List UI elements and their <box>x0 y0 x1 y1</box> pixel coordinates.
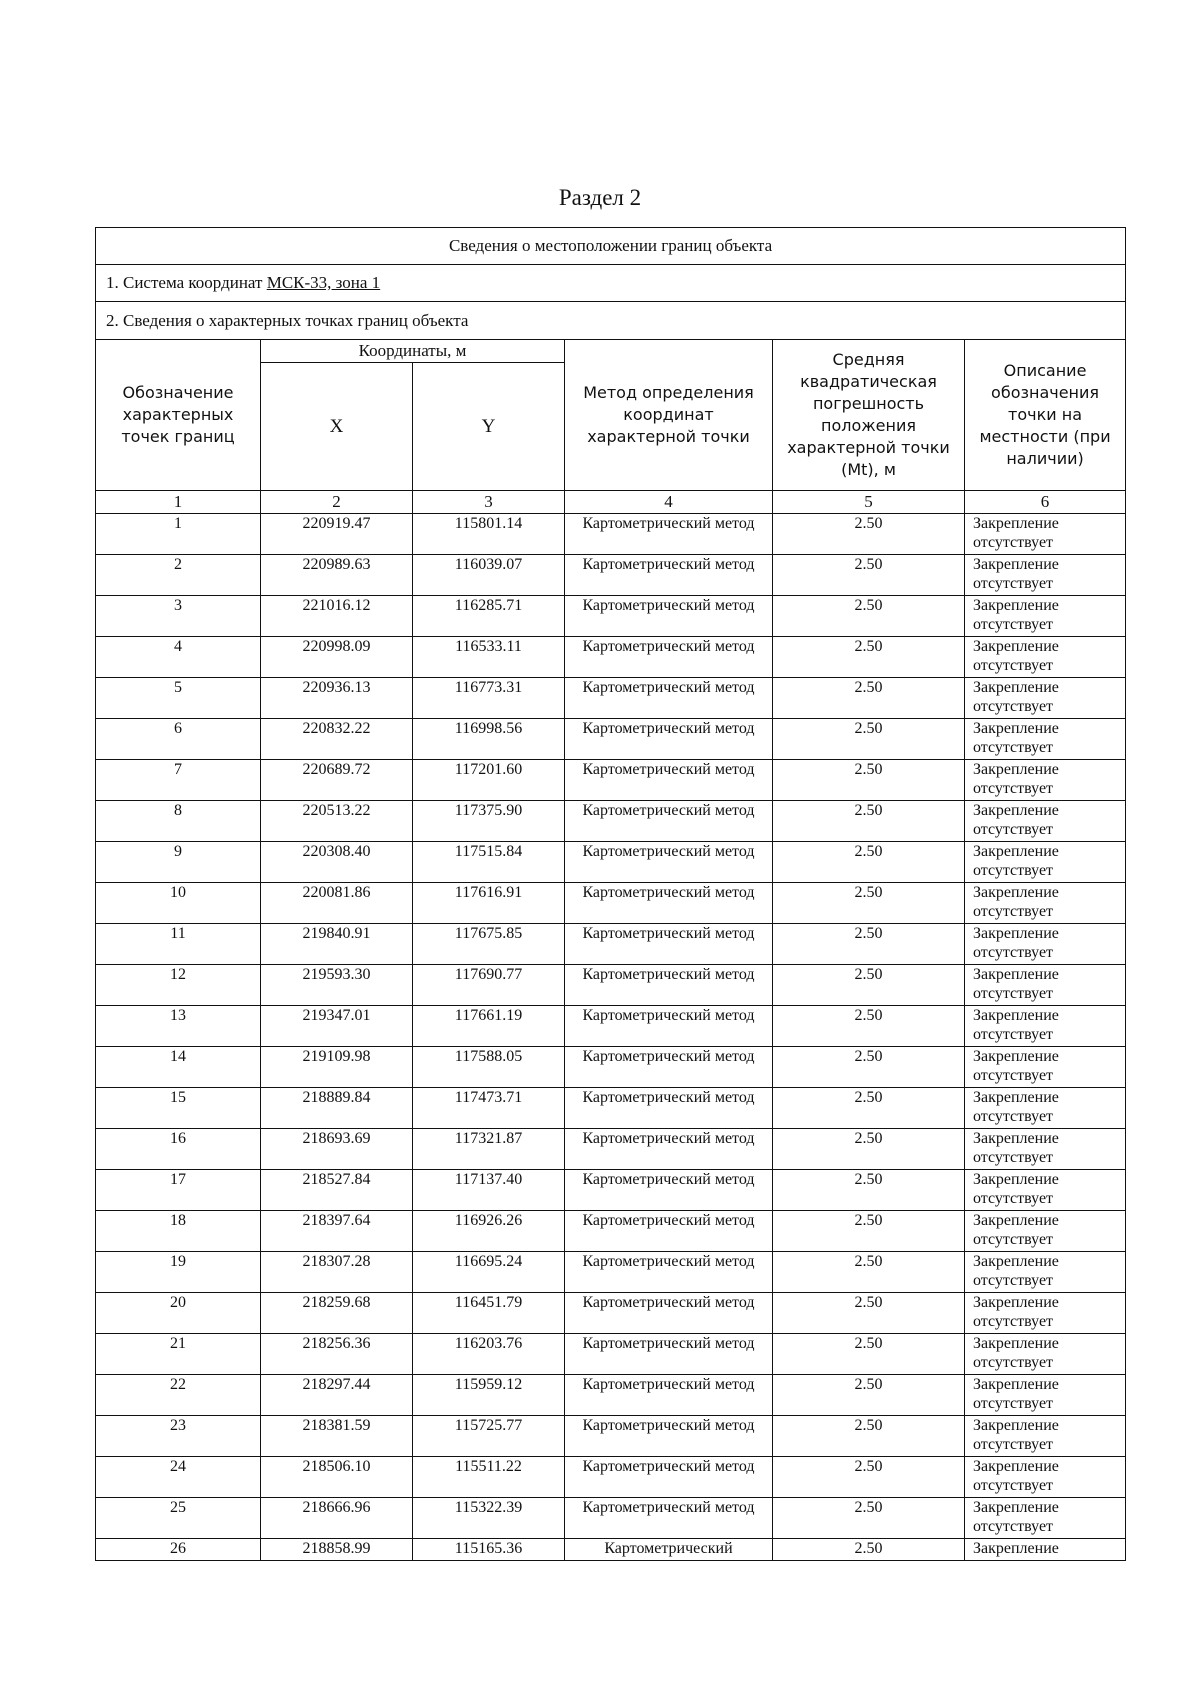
coordinate-x: 218666.96 <box>261 1498 413 1539</box>
table-row <box>96 719 1126 760</box>
header-y: Y <box>413 363 565 491</box>
coordinate-y: 116773.31 <box>413 678 565 719</box>
coordinate-x: 220081.86 <box>261 883 413 924</box>
description: Закрепление отсутствует <box>965 842 1126 883</box>
method: Картометрический метод <box>565 678 773 719</box>
description: Закрепление отсутствует <box>965 801 1126 842</box>
method: Картометрический метод <box>565 1416 773 1457</box>
point-number: 7 <box>96 760 261 801</box>
accuracy: 2.50 <box>773 760 965 801</box>
description: Закрепление отсутствует <box>965 1334 1126 1375</box>
description: Закрепление отсутствует <box>965 1211 1126 1252</box>
point-number: 9 <box>96 842 261 883</box>
coordinate-x: 218307.28 <box>261 1252 413 1293</box>
column-number: 2 <box>261 491 413 514</box>
point-number: 3 <box>96 596 261 637</box>
point-number: 2 <box>96 555 261 596</box>
table-row <box>96 883 1126 924</box>
accuracy: 2.50 <box>773 596 965 637</box>
accuracy: 2.50 <box>773 1170 965 1211</box>
accuracy: 2.50 <box>773 1334 965 1375</box>
point-number: 26 <box>96 1539 261 1561</box>
method: Картометрический метод <box>565 637 773 678</box>
point-number: 12 <box>96 965 261 1006</box>
coordinate-y: 117473.71 <box>413 1088 565 1129</box>
points-info-heading: 2. Сведения о характерных точках границ объекта <box>96 302 1126 340</box>
coordinate-y: 117588.05 <box>413 1047 565 1088</box>
table-row <box>96 1334 1126 1375</box>
description: Закрепление отсутствует <box>965 924 1126 965</box>
column-number: 6 <box>965 491 1126 514</box>
coordinate-system-label: 1. Система координат <box>106 273 267 292</box>
table-row <box>96 1252 1126 1293</box>
accuracy: 2.50 <box>773 719 965 760</box>
description: Закрепление отсутствует <box>965 760 1126 801</box>
accuracy: 2.50 <box>773 1539 965 1561</box>
coordinate-y: 117661.19 <box>413 1006 565 1047</box>
coordinate-x: 218506.10 <box>261 1457 413 1498</box>
coordinate-y: 115725.77 <box>413 1416 565 1457</box>
coordinate-x: 219347.01 <box>261 1006 413 1047</box>
coordinate-y: 115511.22 <box>413 1457 565 1498</box>
accuracy: 2.50 <box>773 801 965 842</box>
table-row <box>96 1006 1126 1047</box>
accuracy: 2.50 <box>773 1088 965 1129</box>
description: Закрепление отсутствует <box>965 965 1126 1006</box>
description: Закрепление отсутствует <box>965 514 1126 555</box>
coordinate-y: 117515.84 <box>413 842 565 883</box>
coordinate-x: 218259.68 <box>261 1293 413 1334</box>
coordinate-y: 117375.90 <box>413 801 565 842</box>
coordinate-x: 220513.22 <box>261 801 413 842</box>
description: Закрепление отсутствует <box>965 555 1126 596</box>
coordinate-system-value: МСК-33, зона 1 <box>266 273 381 292</box>
table-title: Сведения о местоположении границ объекта <box>96 228 1126 265</box>
point-number: 18 <box>96 1211 261 1252</box>
table-row <box>96 1498 1126 1539</box>
coordinate-x: 220989.63 <box>261 555 413 596</box>
header-point-designation: Обозначение характерных точек границ <box>96 340 261 491</box>
point-number: 17 <box>96 1170 261 1211</box>
method: Картометрический метод <box>565 1129 773 1170</box>
table-row <box>96 1457 1126 1498</box>
coordinate-y: 115801.14 <box>413 514 565 555</box>
description: Закрепление <box>965 1539 1126 1561</box>
coordinate-x: 219593.30 <box>261 965 413 1006</box>
coordinate-x: 220998.09 <box>261 637 413 678</box>
coordinate-x: 218889.84 <box>261 1088 413 1129</box>
coordinate-x: 218693.69 <box>261 1129 413 1170</box>
method: Картометрический <box>565 1539 773 1561</box>
method: Картометрический метод <box>565 1047 773 1088</box>
method: Картометрический метод <box>565 760 773 801</box>
accuracy: 2.50 <box>773 678 965 719</box>
accuracy: 2.50 <box>773 965 965 1006</box>
method: Картометрический метод <box>565 719 773 760</box>
table-row <box>96 1088 1126 1129</box>
accuracy: 2.50 <box>773 883 965 924</box>
accuracy: 2.50 <box>773 842 965 883</box>
point-number: 25 <box>96 1498 261 1539</box>
description: Закрепление отсутствует <box>965 1293 1126 1334</box>
point-number: 15 <box>96 1088 261 1129</box>
method: Картометрический метод <box>565 842 773 883</box>
method: Картометрический метод <box>565 1211 773 1252</box>
coordinate-x: 218297.44 <box>261 1375 413 1416</box>
point-number: 11 <box>96 924 261 965</box>
table-row <box>96 842 1126 883</box>
header-x: X <box>261 363 413 491</box>
accuracy: 2.50 <box>773 1416 965 1457</box>
column-number: 5 <box>773 491 965 514</box>
method: Картометрический метод <box>565 924 773 965</box>
point-number: 6 <box>96 719 261 760</box>
coordinate-y: 116203.76 <box>413 1334 565 1375</box>
description: Закрепление отсутствует <box>965 1129 1126 1170</box>
table-row <box>96 801 1126 842</box>
coordinate-x: 218858.99 <box>261 1539 413 1561</box>
coordinate-x: 221016.12 <box>261 596 413 637</box>
coordinate-y: 116998.56 <box>413 719 565 760</box>
coordinate-y: 115322.39 <box>413 1498 565 1539</box>
coordinate-system <box>96 265 1126 302</box>
accuracy: 2.50 <box>773 1252 965 1293</box>
coordinate-y: 115165.36 <box>413 1539 565 1561</box>
coordinate-y: 117321.87 <box>413 1129 565 1170</box>
description: Закрепление отсутствует <box>965 1252 1126 1293</box>
header-description: Описание обозначения точки на местности (при наличии) <box>965 340 1126 491</box>
accuracy: 2.50 <box>773 1498 965 1539</box>
coordinate-y: 116451.79 <box>413 1293 565 1334</box>
method: Картометрический метод <box>565 514 773 555</box>
point-number: 24 <box>96 1457 261 1498</box>
coordinate-x: 220308.40 <box>261 842 413 883</box>
table-row <box>96 555 1126 596</box>
accuracy: 2.50 <box>773 1211 965 1252</box>
table-row <box>96 1293 1126 1334</box>
description: Закрепление отсутствует <box>965 637 1126 678</box>
description: Закрепление отсутствует <box>965 1498 1126 1539</box>
accuracy: 2.50 <box>773 555 965 596</box>
table-row <box>96 637 1126 678</box>
coordinate-x: 220689.72 <box>261 760 413 801</box>
coordinate-x: 220832.22 <box>261 719 413 760</box>
table-row <box>96 924 1126 965</box>
description: Закрепление отсутствует <box>965 883 1126 924</box>
point-number: 13 <box>96 1006 261 1047</box>
header-method: Метод определения координат характерной точки <box>565 340 773 491</box>
description: Закрепление отсутствует <box>965 596 1126 637</box>
method: Картометрический метод <box>565 1498 773 1539</box>
coordinate-x: 220936.13 <box>261 678 413 719</box>
point-number: 8 <box>96 801 261 842</box>
table-row <box>96 1416 1126 1457</box>
description: Закрепление отсутствует <box>965 1375 1126 1416</box>
table-row <box>96 1129 1126 1170</box>
column-number: 3 <box>413 491 565 514</box>
description: Закрепление отсутствует <box>965 719 1126 760</box>
table-row <box>96 1539 1126 1561</box>
column-number: 4 <box>565 491 773 514</box>
coordinate-x: 219840.91 <box>261 924 413 965</box>
point-number: 5 <box>96 678 261 719</box>
coordinate-y: 117616.91 <box>413 883 565 924</box>
method: Картометрический метод <box>565 555 773 596</box>
method: Картометрический метод <box>565 883 773 924</box>
coordinate-y: 116695.24 <box>413 1252 565 1293</box>
accuracy: 2.50 <box>773 1047 965 1088</box>
accuracy: 2.50 <box>773 924 965 965</box>
description: Закрепление отсутствует <box>965 1047 1126 1088</box>
description: Закрепление отсутствует <box>965 1088 1126 1129</box>
method: Картометрический метод <box>565 965 773 1006</box>
point-number: 1 <box>96 514 261 555</box>
table-row <box>96 965 1126 1006</box>
method: Картометрический метод <box>565 801 773 842</box>
point-number: 4 <box>96 637 261 678</box>
table-row <box>96 1047 1126 1088</box>
method: Картометрический метод <box>565 1006 773 1047</box>
coordinate-y: 116533.11 <box>413 637 565 678</box>
coordinate-y: 116285.71 <box>413 596 565 637</box>
coordinate-x: 219109.98 <box>261 1047 413 1088</box>
method: Картометрический метод <box>565 596 773 637</box>
table-row <box>96 1375 1126 1416</box>
method: Картометрический метод <box>565 1293 773 1334</box>
description: Закрепление отсутствует <box>965 1457 1126 1498</box>
point-number: 10 <box>96 883 261 924</box>
accuracy: 2.50 <box>773 1293 965 1334</box>
point-number: 23 <box>96 1416 261 1457</box>
point-number: 19 <box>96 1252 261 1293</box>
table-row <box>96 678 1126 719</box>
method: Картометрический метод <box>565 1334 773 1375</box>
description: Закрепление отсутствует <box>965 1170 1126 1211</box>
coordinate-x: 218397.64 <box>261 1211 413 1252</box>
coordinate-y: 116926.26 <box>413 1211 565 1252</box>
point-number: 22 <box>96 1375 261 1416</box>
accuracy: 2.50 <box>773 1129 965 1170</box>
accuracy: 2.50 <box>773 1457 965 1498</box>
coordinate-y: 117137.40 <box>413 1170 565 1211</box>
coordinate-y: 115959.12 <box>413 1375 565 1416</box>
header-coordinates: Координаты, м <box>261 340 565 363</box>
table-row <box>96 514 1126 555</box>
coordinate-y: 117675.85 <box>413 924 565 965</box>
coordinate-x: 220919.47 <box>261 514 413 555</box>
coordinate-y: 117201.60 <box>413 760 565 801</box>
accuracy: 2.50 <box>773 514 965 555</box>
coordinate-x: 218256.36 <box>261 1334 413 1375</box>
method: Картометрический метод <box>565 1375 773 1416</box>
table-row <box>96 596 1126 637</box>
point-number: 21 <box>96 1334 261 1375</box>
description: Закрепление отсутствует <box>965 1416 1126 1457</box>
coordinate-x: 218527.84 <box>261 1170 413 1211</box>
section-title: Раздел 2 <box>558 185 642 210</box>
column-numbers-row <box>96 491 1126 514</box>
point-number: 16 <box>96 1129 261 1170</box>
accuracy: 2.50 <box>773 1375 965 1416</box>
accuracy: 2.50 <box>773 637 965 678</box>
boundary-points-table <box>95 227 1126 1561</box>
method: Картометрический метод <box>565 1457 773 1498</box>
table-row <box>96 760 1126 801</box>
coordinate-x: 218381.59 <box>261 1416 413 1457</box>
table-row <box>96 1170 1126 1211</box>
table-row <box>96 1211 1126 1252</box>
description: Закрепление отсутствует <box>965 678 1126 719</box>
column-number: 1 <box>96 491 261 514</box>
accuracy: 2.50 <box>773 1006 965 1047</box>
method: Картометрический метод <box>565 1088 773 1129</box>
description: Закрепление отсутствует <box>965 1006 1126 1047</box>
coordinate-y: 117690.77 <box>413 965 565 1006</box>
point-number: 20 <box>96 1293 261 1334</box>
header-accuracy: Средняя квадратическая погрешность положения характерной точки (Mt), м <box>773 340 965 491</box>
point-number: 14 <box>96 1047 261 1088</box>
method: Картометрический метод <box>565 1252 773 1293</box>
coordinate-y: 116039.07 <box>413 555 565 596</box>
method: Картометрический метод <box>565 1170 773 1211</box>
